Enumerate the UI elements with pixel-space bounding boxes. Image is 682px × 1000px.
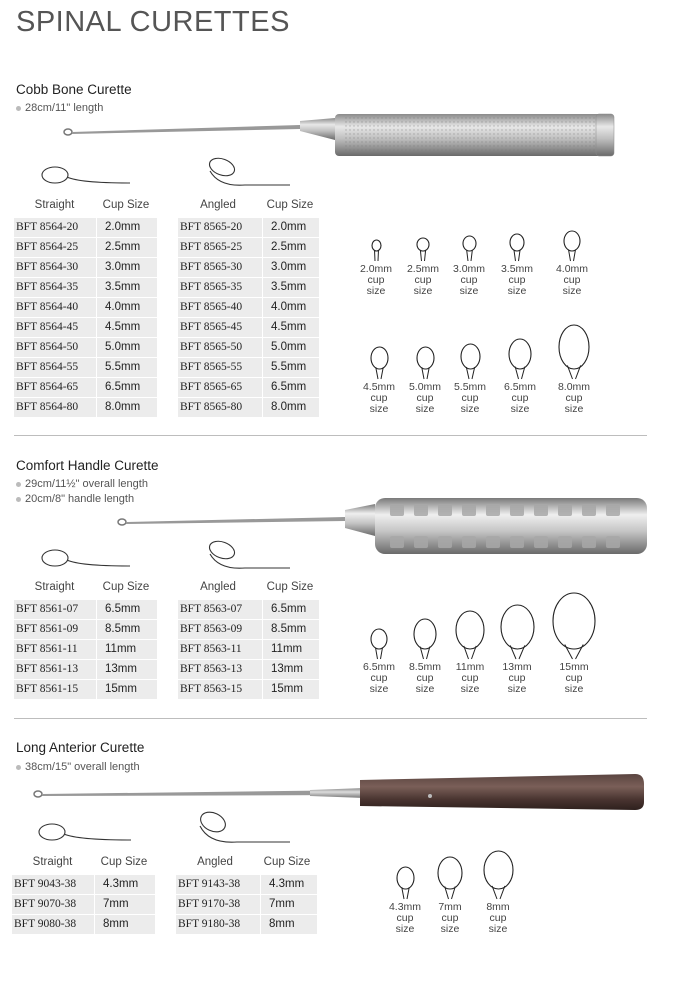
cup-size-caption: size [460,403,480,415]
catalog-number: BFT 8565-35 [178,278,262,297]
cup-size-caption: cup [367,274,385,286]
cup-size-diagram [425,856,475,935]
cup-size-caption: size [507,683,527,695]
cup-size-diagram [492,604,542,695]
catalog-number: BFT 8564-30 [14,258,96,277]
angled-cup-diagram [195,808,295,848]
cup-size-header: Cup Size [263,856,311,868]
bullet-icon [16,765,21,770]
catalog-number: BFT 8564-45 [14,318,96,337]
cup-size-label: 4.0mm [555,263,589,275]
cup-outline-icon [550,592,598,660]
straight-cup-diagram [40,546,135,574]
catalog-number: BFT 8561-11 [14,640,96,659]
cup-size-label: 5.0mm [408,381,442,393]
cup-size-value: 8mm [261,915,317,934]
table-row [178,238,319,257]
catalog-number: BFT 8565-80 [178,398,262,417]
cup-size-caption: size [369,683,389,695]
table-row [14,298,157,317]
bullet-icon [16,482,21,487]
cup-size-value: 3.5mm [97,278,157,297]
table-row [178,218,319,237]
cup-size-caption: size [510,403,530,415]
cup-size-label: 6.5mm [362,661,396,673]
cup-size-value: 8.0mm [97,398,157,417]
bullet-icon [16,497,21,502]
angled-header: Angled [197,856,233,868]
catalog-number: BFT 9080-38 [12,915,94,934]
angled-table [178,218,319,418]
cobb-curette-image [60,108,620,168]
cup-size-value: 2.0mm [263,218,319,237]
cup-size-value: 6.5mm [97,378,157,397]
table-row [14,278,157,297]
straight-cup-diagram [36,820,136,848]
straight-header: Straight [34,199,75,211]
cup-size-value: 5.0mm [97,338,157,357]
cup-outline-icon [556,324,592,380]
cup-outline-icon [414,346,437,380]
table-row [178,338,319,357]
cup-size-value: 4.3mm [261,875,317,894]
cup-size-label: 15mm [559,661,589,673]
cup-size-value: 15mm [263,680,319,699]
cup-size-header: Cup Size [266,199,314,211]
table-row [176,895,317,914]
cup-size-caption: size [562,285,582,297]
table-row [178,298,319,317]
cup-size-caption: cup [414,274,432,286]
cup-outline-icon [414,237,432,262]
table-row [14,660,157,679]
table-row [14,620,157,639]
cup-outline-icon [507,233,527,262]
cup-size-value: 13mm [97,660,157,679]
spec-text: 38cm/15" overall length [25,761,140,773]
angled-cup-diagram [205,155,295,191]
cup-size-caption: cup [563,274,581,286]
table-row [176,915,317,934]
cup-size-value: 13mm [263,660,319,679]
cup-outline-icon [506,338,534,380]
spec-text: 28cm/11" length [25,102,104,114]
cup-size-diagram [495,338,545,415]
cup-outline-icon [435,856,465,900]
cup-size-value: 8mm [95,915,155,934]
cup-size-label: 8.5mm [408,661,442,673]
cup-size-diagram [547,230,597,297]
cup-size-caption: cup [441,912,459,924]
cup-size-value: 8.0mm [263,398,319,417]
page-title: SPINAL CURETTES [16,6,290,38]
cup-size-value: 2.0mm [97,218,157,237]
catalog-number: BFT 8563-11 [178,640,262,659]
spec-line [16,478,148,490]
cup-size-caption: cup [565,392,583,404]
table-row [178,660,319,679]
cup-outline-icon [453,610,487,660]
catalog-number: BFT 8563-13 [178,660,262,679]
angled-header: Angled [200,199,236,211]
cup-size-caption: size [564,683,584,695]
cup-size-diagram [549,324,599,415]
cup-size-diagram [445,343,495,415]
catalog-number: BFT 8565-20 [178,218,262,237]
cup-outline-icon [369,239,384,262]
table-row [178,258,319,277]
table-row [12,895,155,914]
cup-size-value: 2.5mm [263,238,319,257]
cup-size-header: Cup Size [100,856,148,868]
catalog-number: BFT 8564-55 [14,358,96,377]
cup-size-diagram [445,610,495,695]
table-row [14,358,157,377]
table-row [14,398,157,417]
cup-size-value: 4.5mm [263,318,319,337]
table-row [178,398,319,417]
cup-size-value: 2.5mm [97,238,157,257]
cup-size-value: 6.5mm [263,600,319,619]
cup-size-value: 6.5mm [97,600,157,619]
cup-size-caption: size [440,923,460,935]
cup-size-value: 3.0mm [97,258,157,277]
angled-table [178,600,319,700]
cup-outline-icon [368,628,390,660]
cup-size-label: 7mm [438,901,462,913]
cup-size-diagram [400,346,450,415]
table-row [14,258,157,277]
cup-size-value: 5.5mm [97,358,157,377]
table-row [14,640,157,659]
cup-size-value: 4.3mm [95,875,155,894]
cup-size-caption: cup [370,392,388,404]
catalog-number: BFT 9180-38 [176,915,260,934]
table-row [12,875,155,894]
cup-size-diagram [354,628,404,695]
catalog-number: BFT 8564-20 [14,218,96,237]
cup-size-diagram [398,237,448,297]
cup-outline-icon [368,346,391,380]
cup-size-label: 6.5mm [503,381,537,393]
cup-size-value: 8.5mm [263,620,319,639]
cup-size-diagram [400,618,450,695]
cup-size-value: 3.0mm [263,258,319,277]
cup-size-value: 8.5mm [97,620,157,639]
cup-size-diagram [473,850,523,935]
cup-size-caption: cup [508,672,526,684]
cup-size-label: 3.5mm [500,263,534,275]
cup-size-caption: size [413,285,433,297]
cup-size-value: 5.0mm [263,338,319,357]
straight-table [12,875,155,935]
cup-outline-icon [411,618,439,660]
cup-size-label: 2.5mm [406,263,440,275]
table-row [178,620,319,639]
section-title-cobb: Cobb Bone Curette [16,82,132,97]
cup-size-label: 2.0mm [359,263,393,275]
cup-outline-icon [460,235,479,262]
cup-size-label: 4.3mm [388,901,422,913]
cup-size-value: 15mm [97,680,157,699]
table-row [178,318,319,337]
cup-size-caption: cup [461,672,479,684]
catalog-number: BFT 8563-09 [178,620,262,639]
cup-size-caption: size [415,403,435,415]
catalog-number: BFT 8563-15 [178,680,262,699]
cup-size-label: 11mm [455,661,485,673]
table-row [14,318,157,337]
catalog-number: BFT 9170-38 [176,895,260,914]
bullet-icon [16,106,21,111]
catalog-number: BFT 8565-55 [178,358,262,377]
spec-text: 20cm/8" handle length [25,493,135,505]
catalog-number: BFT 8564-80 [14,398,96,417]
cup-size-header: Cup Size [266,581,314,593]
cup-size-caption: size [488,923,508,935]
cup-size-value: 7mm [261,895,317,914]
cup-size-caption: size [366,285,386,297]
cup-size-diagram [444,235,494,297]
section-title-comfort: Comfort Handle Curette [16,458,159,473]
section-title-long-anterior: Long Anterior Curette [16,740,145,755]
cup-size-value: 5.5mm [263,358,319,377]
straight-cup-diagram [40,163,135,191]
catalog-number: BFT 8564-40 [14,298,96,317]
angled-header: Angled [200,581,236,593]
cup-size-header: Cup Size [102,581,150,593]
table-row [178,600,319,619]
cup-size-caption: cup [416,672,434,684]
cup-size-label: 5.5mm [453,381,487,393]
straight-table [14,218,157,418]
catalog-number: BFT 8564-65 [14,378,96,397]
table-row [12,915,155,934]
cup-size-caption: size [564,403,584,415]
straight-header: Straight [32,856,73,868]
cup-size-caption: cup [565,672,583,684]
cup-size-value: 3.5mm [263,278,319,297]
catalog-number: BFT 8565-25 [178,238,262,257]
catalog-number: BFT 8564-35 [14,278,96,297]
cup-size-diagram [492,233,542,297]
table-row [176,875,317,894]
angled-cup-diagram [205,538,295,574]
cup-size-diagram [549,592,599,695]
cup-outline-icon [394,866,417,900]
cup-size-caption: cup [416,392,434,404]
table-row [14,238,157,257]
straight-header: Straight [34,581,75,593]
table-row [14,378,157,397]
catalog-number: BFT 8565-45 [178,318,262,337]
catalog-number: BFT 8561-13 [14,660,96,679]
cup-size-value: 4.0mm [263,298,319,317]
cup-outline-icon [481,850,516,900]
table-row [178,278,319,297]
cup-size-label: 8.0mm [557,381,591,393]
cup-size-value: 11mm [97,640,157,659]
cup-size-label: 4.5mm [362,381,396,393]
cup-outline-icon [498,604,537,660]
cup-outline-icon [458,343,483,380]
table-row [178,358,319,377]
table-row [178,680,319,699]
divider [14,718,647,719]
table-row [14,338,157,357]
cup-size-caption: cup [460,274,478,286]
long-anterior-curette-image [30,770,650,815]
table-row [14,600,157,619]
cup-size-label: 13mm [502,661,532,673]
cup-size-label: 8mm [486,901,510,913]
comfort-curette-image [110,490,660,560]
catalog-number: BFT 8565-50 [178,338,262,357]
table-row [14,680,157,699]
cup-size-label: 3.0mm [452,263,486,275]
cup-size-caption: cup [396,912,414,924]
cup-outline-icon [561,230,583,262]
cup-size-diagram [380,866,430,935]
catalog-number: BFT 8561-07 [14,600,96,619]
cup-size-value: 6.5mm [263,378,319,397]
catalog-number: BFT 8561-09 [14,620,96,639]
cup-size-caption: cup [508,274,526,286]
cup-size-caption: size [395,923,415,935]
cup-size-value: 4.5mm [97,318,157,337]
cup-size-caption: cup [511,392,529,404]
cup-size-value: 7mm [95,895,155,914]
catalog-number: BFT 8561-15 [14,680,96,699]
cup-size-caption: cup [370,672,388,684]
cup-size-caption: size [459,285,479,297]
catalog-number: BFT 8563-07 [178,600,262,619]
catalog-number: BFT 8564-25 [14,238,96,257]
cup-size-caption: cup [489,912,507,924]
cup-size-caption: size [507,285,527,297]
divider [14,435,647,436]
table-row [178,378,319,397]
spec-text: 29cm/11½" overall length [25,478,148,490]
cup-size-diagram [351,239,401,297]
angled-table [176,875,317,935]
catalog-number: BFT 8565-30 [178,258,262,277]
catalog-number: BFT 9070-38 [12,895,94,914]
catalog-number: BFT 9143-38 [176,875,260,894]
catalog-number: BFT 8565-40 [178,298,262,317]
cup-size-diagram [354,346,404,415]
cup-size-caption: size [460,683,480,695]
cup-size-value: 11mm [263,640,319,659]
cup-size-caption: cup [461,392,479,404]
straight-table [14,600,157,700]
table-row [14,218,157,237]
cup-size-caption: size [369,403,389,415]
table-row [178,640,319,659]
cup-size-value: 4.0mm [97,298,157,317]
cup-size-caption: size [415,683,435,695]
catalog-number: BFT 8564-50 [14,338,96,357]
catalog-number: BFT 8565-65 [178,378,262,397]
catalog-number: BFT 9043-38 [12,875,94,894]
cup-size-header: Cup Size [102,199,150,211]
